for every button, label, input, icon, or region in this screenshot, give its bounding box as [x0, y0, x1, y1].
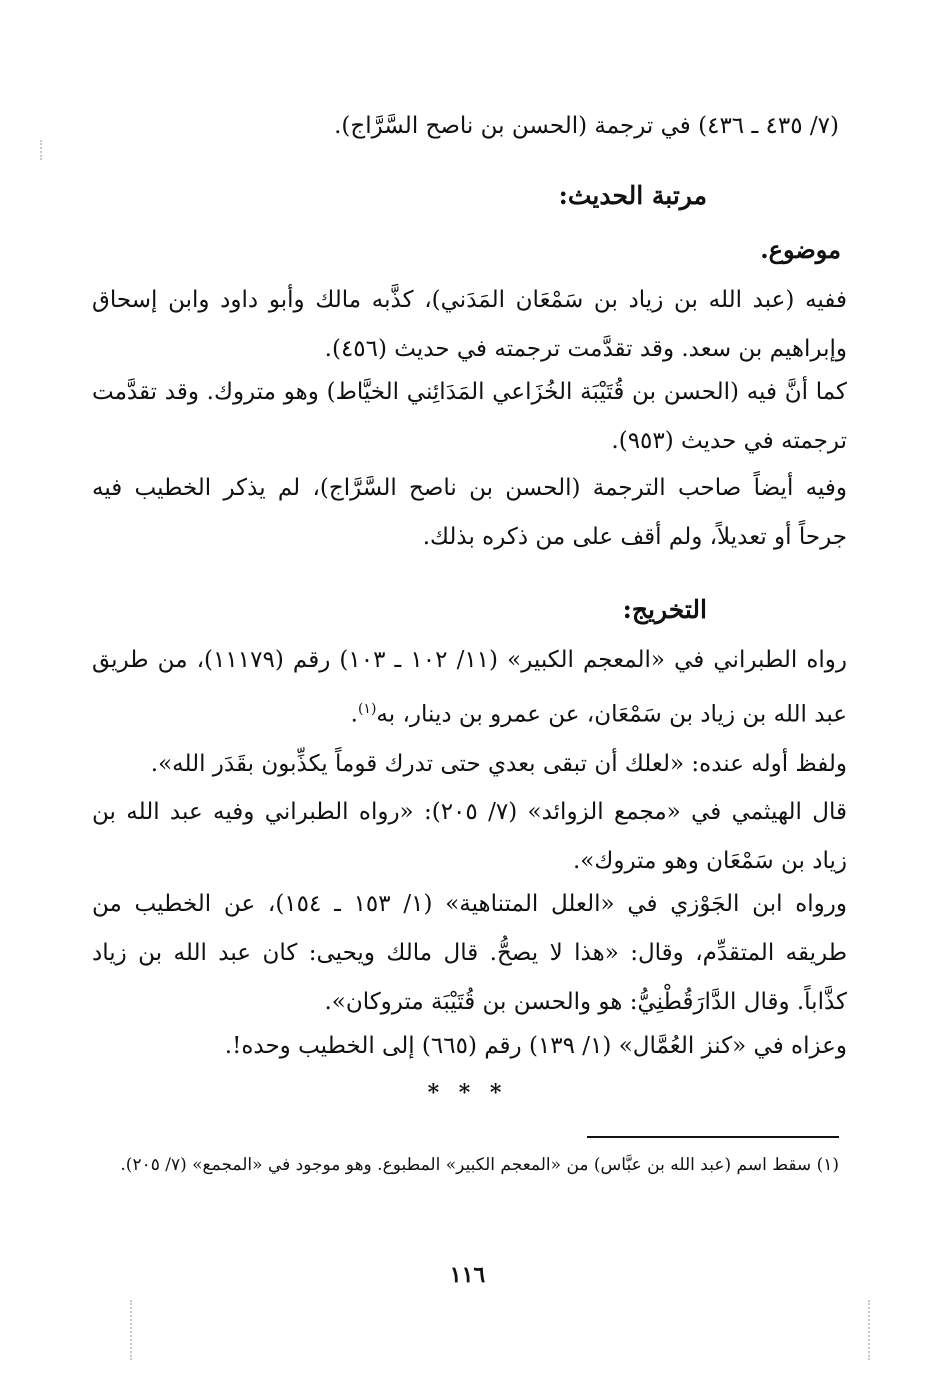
takhrij-paragraph-4: ورواه ابن الجَوْزي في «العلل المتناهية» (١/ ١٥٣ ـ ١٥٤)، عن الخطيب من طريقه المتقدِّم، وقال: «هذا لا يصحُّ. قال مالك ويحيى: كان عبد الله بن زياد كذَّاباً. وقال الدَّارَقُطْنِيُّ: هو والحسن بن قُتَيْبَة متروكان». [92, 891, 847, 1015]
footnote-divider [587, 1136, 839, 1138]
takhrij-paragraph-1-text: رواه الطبراني في «المعجم الكبير» (١١/ ١٠٢ ـ ١٠٣) رقم (١١١٧٩)، من طريق عبد الله بن زياد بن سَمْعَان، عن عمرو بن دينار، به [92, 647, 847, 728]
takhrij-paragraph-3: قال الهيثمي في «مجمع الزوائد» (٧/ ٢٠٥): «رواه الطبراني وفيه عبد الله بن زياد بن سَمْعَان وهو متروك». [92, 799, 847, 874]
grade-value: موضوع. [760, 235, 841, 264]
intro-line: (٧/ ٤٣٥ ـ ٤٣٦) في ترجمة (الحسن بن ناصح السَّرَّاج). [334, 113, 839, 139]
page-number: ١١٦ [449, 1262, 486, 1288]
section-separator: * * * [427, 1080, 508, 1106]
takhrij-paragraph-1-end: . [350, 701, 358, 728]
grade-paragraph-1: ففيه (عبد الله بن زياد بن سَمْعَان المَدَني)، كذَّبه مالك وأبو داود وابن إسحاق وإبراهيم بن سعد. وقد تقدَّمت ترجمته في حديث (٤٥٦). [92, 287, 847, 362]
grade-paragraph-2: كما أنَّ فيه (الحسن بن قُتَيْبَة الخُزَاعي المَدَائِني الخيَّاط) وهو متروك. وقد تقدَّمت ترجمته في حديث (٩٥٣). [92, 379, 847, 454]
footnote: (١) سقط اسم (عبد الله بن عبَّاس) من «المعجم الكبير» المطبوع. وهو موجود في «المجمع» (٧/ ٢٠٥). [120, 1155, 839, 1175]
takhrij-paragraph-1 [92, 636, 847, 740]
scan-noise-left-top [40, 140, 44, 160]
footnote-marker[interactable]: (١) [357, 701, 377, 717]
grade-heading: مرتبة الحديث: [558, 181, 707, 210]
grade-paragraph-3: وفيه أيضاً صاحب الترجمة (الحسن بن ناصح السَّرَّاج)، لم يذكر الخطيب فيه جرحاً أو تعديلاً، ولم أقف على من ذكره بذلك. [92, 475, 847, 550]
scan-noise-right-bottom [868, 1300, 872, 1360]
takhrij-paragraph-5: وعزاه في «كنز العُمَّال» (١/ ١٣٩) رقم (٦٦٥) إلى الخطيب وحده!. [224, 1033, 847, 1059]
scan-noise-left-bottom [130, 1300, 134, 1360]
takhrij-paragraph-2: ولفظ أوله عنده: «لعلك أن تبقى بعدي حتى تدرك قوماً يكذِّبون بقَدَر الله». [150, 751, 847, 777]
takhrij-heading: التخريج: [622, 595, 707, 624]
